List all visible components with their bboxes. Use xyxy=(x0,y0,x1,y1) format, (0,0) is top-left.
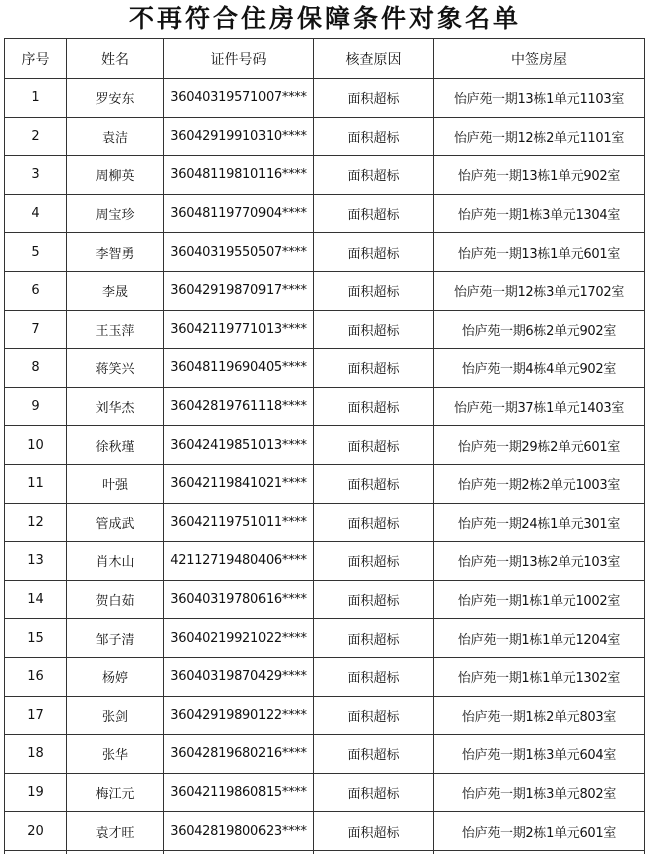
row-id-number: 36042919910310**** xyxy=(164,117,314,156)
row-seq: 2 xyxy=(5,117,67,156)
row-name: 刘华杰 xyxy=(67,387,164,426)
row-seq: 18 xyxy=(5,735,67,774)
row-name: 罗安东 xyxy=(67,79,164,118)
row-seq: 8 xyxy=(5,349,67,388)
row-reason: 面积超标 xyxy=(314,503,434,542)
row-house: 怡庐苑一期13栋1单元601室 xyxy=(434,233,645,272)
row-house: 怡庐苑一期2栋1单元601室 xyxy=(434,812,645,851)
row-house: 怡庐苑一期37栋1单元1403室 xyxy=(434,387,645,426)
row-seq: 12 xyxy=(5,503,67,542)
row-name: 肖木山 xyxy=(67,542,164,581)
row-id-number: 36042119841021**** xyxy=(164,464,314,503)
row-id-number: 36042119860815**** xyxy=(164,773,314,812)
row-house: 怡庐苑一期24栋1单元301室 xyxy=(434,503,645,542)
row-seq: 13 xyxy=(5,542,67,581)
row-id-number: 42112719480406**** xyxy=(164,542,314,581)
row-name: 叶强 xyxy=(67,464,164,503)
row-name: 周宝珍 xyxy=(67,194,164,233)
table-header-row xyxy=(5,39,645,79)
row-id-number: 36042919870917**** xyxy=(164,271,314,310)
page-title: 不再符合住房保障条件对象名单 xyxy=(128,4,521,33)
row-house: 怡庐苑一期1栋3单元802室 xyxy=(434,773,645,812)
row-house: 怡庐苑一期6栋2单元902室 xyxy=(434,310,645,349)
table-row xyxy=(5,233,645,272)
table-body xyxy=(5,79,645,854)
table-row xyxy=(5,580,645,619)
row-name: 李智勇 xyxy=(67,233,164,272)
table-row xyxy=(5,349,645,388)
row-seq: 7 xyxy=(5,310,67,349)
row-name: 徐秋瑾 xyxy=(67,426,164,465)
table-row xyxy=(5,194,645,233)
column-header-house: 中签房屋 xyxy=(434,39,645,79)
row-seq: 20 xyxy=(5,812,67,851)
row-reason: 面积超标 xyxy=(314,117,434,156)
table-row-cut-off xyxy=(5,850,645,854)
row-name: 袁才旺 xyxy=(67,812,164,851)
table-row xyxy=(5,773,645,812)
row-id-number: 36042919890122**** xyxy=(164,696,314,735)
row-reason: 面积超标 xyxy=(314,735,434,774)
row-name: 贺白茹 xyxy=(67,580,164,619)
row-reason: 面积超标 xyxy=(314,464,434,503)
row-seq: 11 xyxy=(5,464,67,503)
row-reason: 面积超标 xyxy=(314,349,434,388)
row-name: 张剑 xyxy=(67,696,164,735)
row-name: 邹子清 xyxy=(67,619,164,658)
roster-table xyxy=(4,38,645,854)
row-house: 怡庐苑一期1栋1单元1302室 xyxy=(434,657,645,696)
row-seq: 16 xyxy=(5,657,67,696)
row-id-number: 36042419851013**** xyxy=(164,426,314,465)
row-name: 周柳英 xyxy=(67,156,164,195)
row-name: 张华 xyxy=(67,735,164,774)
row-reason: 面积超标 xyxy=(314,619,434,658)
row-seq: 10 xyxy=(5,426,67,465)
row-house: 怡庐苑一期2栋2单元1003室 xyxy=(434,464,645,503)
row-id-number: 36042819761118**** xyxy=(164,387,314,426)
row-reason: 面积超标 xyxy=(314,426,434,465)
table-row xyxy=(5,542,645,581)
row-id-number: 36048119810116**** xyxy=(164,156,314,195)
row-seq: 9 xyxy=(5,387,67,426)
row-reason: 面积超标 xyxy=(314,580,434,619)
table-row xyxy=(5,696,645,735)
row-house: 怡庐苑一期1栋2单元803室 xyxy=(434,696,645,735)
row-id-number: 36040319780616**** xyxy=(164,580,314,619)
column-header-id: 证件号码 xyxy=(164,39,314,79)
row-id-number: 36040319571007**** xyxy=(164,79,314,118)
row-seq: 5 xyxy=(5,233,67,272)
table-row xyxy=(5,117,645,156)
row-reason: 面积超标 xyxy=(314,271,434,310)
row-name: 王玉萍 xyxy=(67,310,164,349)
row-id-number: 36048119770904**** xyxy=(164,194,314,233)
row-cut-cell xyxy=(164,850,314,854)
row-reason: 面积超标 xyxy=(314,812,434,851)
row-id-number: 36040219921022**** xyxy=(164,619,314,658)
row-reason: 面积超标 xyxy=(314,233,434,272)
row-seq: 4 xyxy=(5,194,67,233)
row-seq: 19 xyxy=(5,773,67,812)
row-house: 怡庐苑一期4栋4单元902室 xyxy=(434,349,645,388)
row-cut-cell xyxy=(314,850,434,854)
table-row xyxy=(5,426,645,465)
row-id-number: 36048119690405**** xyxy=(164,349,314,388)
table-row xyxy=(5,735,645,774)
table-row xyxy=(5,310,645,349)
table-row xyxy=(5,387,645,426)
row-id-number: 36042819680216**** xyxy=(164,735,314,774)
table-row xyxy=(5,657,645,696)
column-header-seq: 序号 xyxy=(5,39,67,79)
row-reason: 面积超标 xyxy=(314,387,434,426)
row-seq: 1 xyxy=(5,79,67,118)
row-id-number: 36040319550507**** xyxy=(164,233,314,272)
row-id-number: 36042119751011**** xyxy=(164,503,314,542)
row-cut-cell xyxy=(67,850,164,854)
row-house: 怡庐苑一期13栋1单元1103室 xyxy=(434,79,645,118)
row-name: 管成武 xyxy=(67,503,164,542)
row-reason: 面积超标 xyxy=(314,696,434,735)
row-cut-cell xyxy=(434,850,645,854)
row-name: 杨婷 xyxy=(67,657,164,696)
row-reason: 面积超标 xyxy=(314,79,434,118)
row-reason: 面积超标 xyxy=(314,657,434,696)
row-seq: 17 xyxy=(5,696,67,735)
row-house: 怡庐苑一期13栋1单元902室 xyxy=(434,156,645,195)
row-house: 怡庐苑一期1栋1单元1204室 xyxy=(434,619,645,658)
row-name: 蒋笑兴 xyxy=(67,349,164,388)
row-reason: 面积超标 xyxy=(314,156,434,195)
row-reason: 面积超标 xyxy=(314,773,434,812)
row-seq: 14 xyxy=(5,580,67,619)
row-seq: 6 xyxy=(5,271,67,310)
row-house: 怡庐苑一期29栋2单元601室 xyxy=(434,426,645,465)
row-name: 袁洁 xyxy=(67,117,164,156)
row-house: 怡庐苑一期13栋2单元103室 xyxy=(434,542,645,581)
column-header-name: 姓名 xyxy=(67,39,164,79)
row-seq: 15 xyxy=(5,619,67,658)
row-seq: 3 xyxy=(5,156,67,195)
row-house: 怡庐苑一期12栋3单元1702室 xyxy=(434,271,645,310)
row-house: 怡庐苑一期1栋1单元1002室 xyxy=(434,580,645,619)
table-row xyxy=(5,271,645,310)
table-row xyxy=(5,619,645,658)
row-reason: 面积超标 xyxy=(314,310,434,349)
table-row xyxy=(5,464,645,503)
table-row xyxy=(5,503,645,542)
row-house: 怡庐苑一期1栋3单元604室 xyxy=(434,735,645,774)
table-row xyxy=(5,156,645,195)
row-name: 李晟 xyxy=(67,271,164,310)
row-id-number: 36042119771013**** xyxy=(164,310,314,349)
row-id-number: 36040319870429**** xyxy=(164,657,314,696)
row-house: 怡庐苑一期12栋2单元1101室 xyxy=(434,117,645,156)
row-id-number: 36042819800623**** xyxy=(164,812,314,851)
row-reason: 面积超标 xyxy=(314,542,434,581)
table-row xyxy=(5,812,645,851)
table-row xyxy=(5,79,645,118)
row-name: 梅江元 xyxy=(67,773,164,812)
row-house: 怡庐苑一期1栋3单元1304室 xyxy=(434,194,645,233)
column-header-reason: 核查原因 xyxy=(314,39,434,79)
row-cut-cell xyxy=(5,850,67,854)
row-reason: 面积超标 xyxy=(314,194,434,233)
